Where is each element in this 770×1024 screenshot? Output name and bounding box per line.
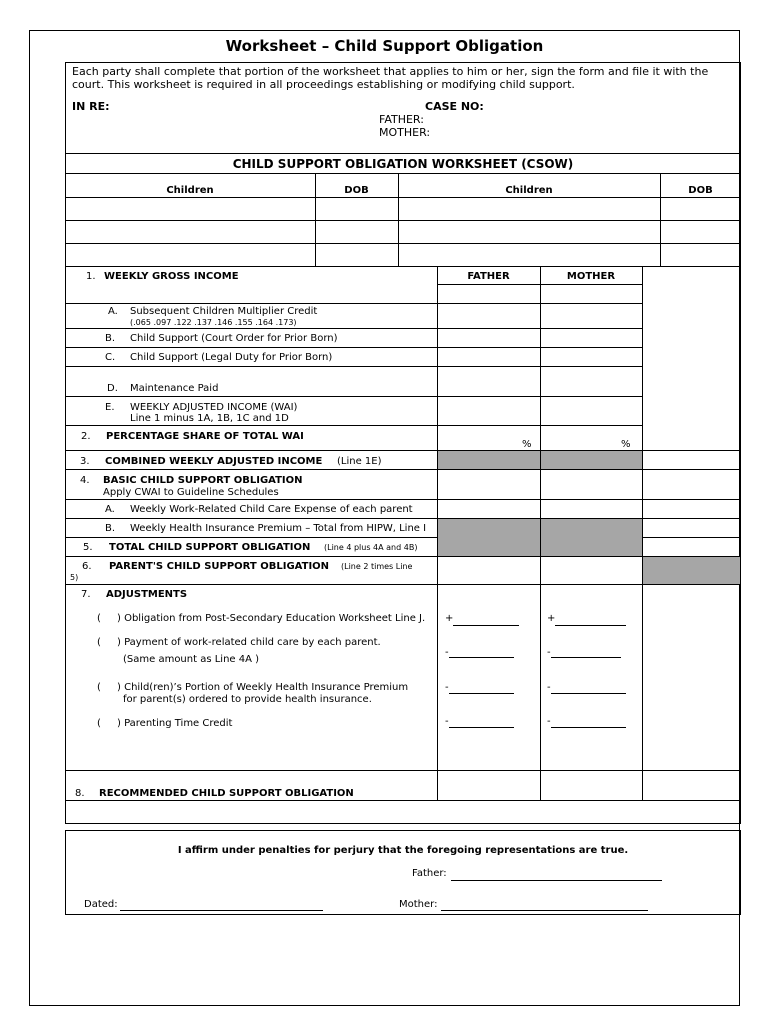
- adj-2-label: ) Payment of work-related child care by each parent.: [117, 637, 381, 648]
- father-case-label: FATHER:: [379, 113, 424, 126]
- line-1a-letter: A.: [108, 306, 118, 317]
- line-1b-letter: B.: [105, 333, 116, 344]
- child-name-cell[interactable]: [399, 198, 659, 219]
- adj-2-mother-sign: -: [547, 647, 551, 658]
- line-8-label: RECOMMENDED CHILD SUPPORT OBLIGATION: [99, 788, 354, 799]
- dob-header-2: DOB: [688, 185, 713, 196]
- adj-1-mother-sign: +: [547, 613, 556, 624]
- mother-case-label: MOTHER:: [379, 126, 431, 139]
- line-1e-letter: E.: [105, 402, 115, 413]
- father-signature-line[interactable]: [451, 880, 662, 881]
- line-5-number: 5.: [83, 542, 93, 553]
- line-4b-label: Weekly Health Insurance Premium – Total from HIPW, Line I: [130, 523, 427, 534]
- case-no-label: CASE NO:: [425, 100, 484, 113]
- adj-4-label: ) Parenting Time Credit: [117, 718, 233, 729]
- adj-3-mother-blank[interactable]: [551, 693, 626, 694]
- line-1e-label: WEEKLY ADJUSTED INCOME (WAI): [130, 402, 298, 413]
- line-1d-letter: D.: [107, 383, 118, 394]
- adj-4-father-sign: -: [445, 716, 449, 727]
- page-title: Worksheet – Child Support Obligation: [225, 37, 544, 55]
- adj-2-father-blank[interactable]: [449, 657, 514, 658]
- adj-4-father-blank[interactable]: [449, 727, 514, 728]
- line-7-label: ADJUSTMENTS: [106, 589, 188, 600]
- adj-4-mother-sign: -: [547, 716, 551, 727]
- adj-3-label: ) Child(ren)’s Portion of Weekly Health Insurance Premium: [117, 682, 409, 693]
- line-8-number: 8.: [75, 788, 85, 799]
- line-7-number: 7.: [81, 589, 91, 600]
- adj-4-checkbox[interactable]: (: [97, 718, 101, 729]
- adj-2-father-sign: -: [445, 647, 449, 658]
- adj-1-label: ) Obligation from Post-Secondary Education Worksheet Line J.: [117, 613, 426, 624]
- line-6-note-cont: 5): [70, 573, 79, 582]
- dated-line[interactable]: [120, 910, 323, 911]
- line-6-label: PARENT'S CHILD SUPPORT OBLIGATION: [109, 561, 330, 572]
- mother-percent-sign: %: [621, 439, 631, 450]
- line-1d-label: Maintenance Paid: [130, 383, 219, 394]
- line-3-number: 3.: [80, 456, 90, 467]
- intro-line-1: Each party shall complete that portion of the worksheet that applies to him or her, sign the form and file it with the: [72, 65, 709, 78]
- line-2-number: 2.: [81, 431, 91, 442]
- shaded-cell: [541, 519, 642, 556]
- line-1c-label: Child Support (Legal Duty for Prior Born): [130, 352, 333, 363]
- line-6-number: 6.: [82, 561, 92, 572]
- adj-2-note: (Same amount as Line 4A ): [123, 654, 260, 665]
- line-6-note: (Line 2 times Line: [341, 562, 413, 571]
- line-4-label: BASIC CHILD SUPPORT OBLIGATION: [103, 475, 303, 486]
- shaded-cell: [438, 519, 540, 556]
- adj-3-checkbox[interactable]: (: [97, 682, 101, 693]
- adj-1-mother-blank[interactable]: [555, 625, 626, 626]
- adj-3-mother-sign: -: [547, 682, 551, 693]
- children-header-2: Children: [505, 185, 553, 196]
- mother-signature-label: Mother:: [399, 899, 438, 910]
- line-4b-letter: B.: [105, 523, 116, 534]
- shaded-cell: [438, 451, 540, 469]
- shaded-cell: [643, 557, 740, 584]
- csow-title: CHILD SUPPORT OBLIGATION WORKSHEET (CSOW): [232, 157, 574, 171]
- adj-3-note: for parent(s) ordered to provide health insurance.: [123, 694, 372, 705]
- line-4-number: 4.: [80, 475, 90, 486]
- dob-header-1: DOB: [344, 185, 369, 196]
- line-4a-letter: A.: [105, 504, 115, 515]
- line-1c-letter: C.: [105, 352, 116, 363]
- child-dob-cell[interactable]: [661, 198, 740, 219]
- adj-1-father-sign: +: [445, 613, 454, 624]
- adj-1-checkbox[interactable]: (: [97, 613, 101, 624]
- mother-column-header: MOTHER: [566, 271, 616, 282]
- adj-3-father-blank[interactable]: [449, 693, 514, 694]
- child-dob-cell[interactable]: [316, 198, 397, 219]
- father-percent-sign: %: [522, 439, 532, 450]
- adj-4-mother-blank[interactable]: [551, 727, 626, 728]
- line-5-label: TOTAL CHILD SUPPORT OBLIGATION: [109, 542, 311, 553]
- father-signature-label: Father:: [412, 868, 447, 879]
- adj-1-father-blank[interactable]: [453, 625, 519, 626]
- mother-signature-line[interactable]: [441, 910, 648, 911]
- line-5-note: (Line 4 plus 4A and 4B): [324, 543, 418, 552]
- dated-label: Dated:: [84, 899, 118, 910]
- line-3-note: (Line 1E): [337, 456, 382, 467]
- intro-line-2: court. This worksheet is required in all proceedings establishing or modifying child support.: [72, 78, 575, 91]
- child-name-cell[interactable]: [66, 198, 314, 219]
- father-column-header: FATHER: [467, 271, 510, 282]
- affirmation-statement: I affirm under penalties for perjury that the foregoing representations are true.: [177, 845, 629, 856]
- children-header-1: Children: [166, 185, 214, 196]
- adj-2-mother-blank[interactable]: [551, 657, 621, 658]
- shaded-cell: [541, 451, 642, 469]
- line-1e-note: Line 1 minus 1A, 1B, 1C and 1D: [130, 413, 289, 424]
- line-1a-label: Subsequent Children Multiplier Credit: [130, 306, 318, 317]
- in-re-label: IN RE:: [72, 100, 110, 113]
- adj-2-checkbox[interactable]: (: [97, 637, 101, 648]
- line-1a-multipliers: (.065 .097 .122 .137 .146 .155 .164 .173): [130, 318, 297, 327]
- line-1-label: WEEKLY GROSS INCOME: [104, 271, 239, 282]
- adj-3-father-sign: -: [445, 682, 449, 693]
- line-2-label: PERCENTAGE SHARE OF TOTAL WAI: [106, 431, 304, 442]
- line-4a-label: Weekly Work-Related Child Care Expense of each parent: [130, 504, 413, 515]
- line-1b-label: Child Support (Court Order for Prior Born): [130, 333, 338, 344]
- line-1-number: 1.: [86, 271, 96, 282]
- line-4-note: Apply CWAI to Guideline Schedules: [103, 487, 279, 498]
- line-3-label: COMBINED WEEKLY ADJUSTED INCOME: [105, 456, 323, 467]
